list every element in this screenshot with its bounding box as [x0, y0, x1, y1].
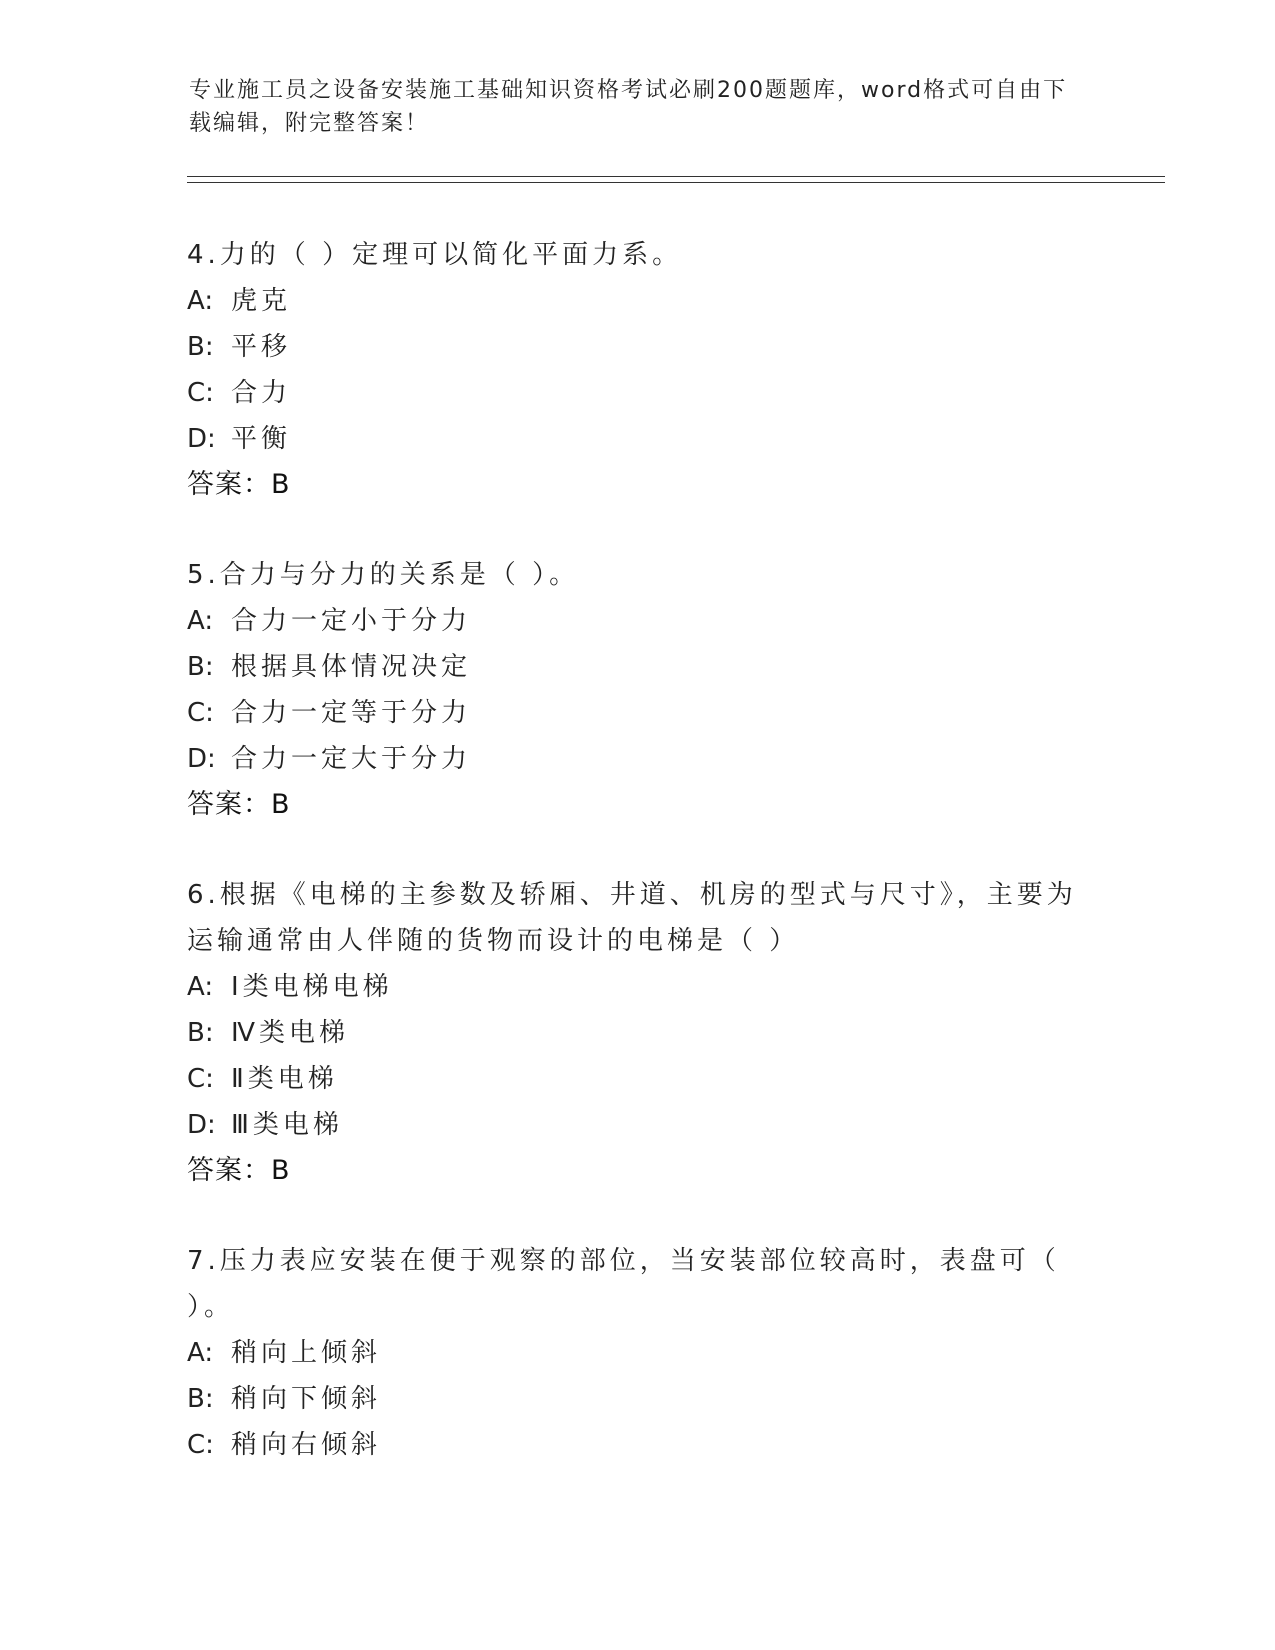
option-key: C:: [187, 698, 214, 728]
option-key: D:: [187, 744, 216, 774]
option-c: [187, 1056, 1087, 1102]
option-d: [187, 1102, 1087, 1148]
option-b: [187, 324, 1087, 370]
option-text: 合力一定等于分力: [231, 698, 472, 728]
option-text: Ⅳ类电梯: [231, 1018, 349, 1048]
answer-label: 答案：B: [187, 789, 291, 820]
option-a: [187, 1330, 1087, 1376]
question-7: [187, 1238, 1087, 1468]
option-key: C:: [187, 1430, 214, 1460]
option-a: [187, 278, 1087, 324]
option-key: D:: [187, 1110, 216, 1140]
option-text: 稍向右倾斜: [231, 1430, 382, 1460]
header-divider-top: [187, 176, 1165, 177]
header-divider-bottom: [187, 182, 1165, 183]
question-stem: 6.根据《电梯的主参数及轿厢、井道、机房的型式与尺寸》，主要为运输通常由人伴随的货物而设计的电梯是（ ）: [187, 880, 1077, 956]
question-6: [187, 872, 1087, 1194]
option-key: B:: [187, 332, 214, 362]
option-text: 合力: [231, 378, 292, 408]
option-b: [187, 644, 1087, 690]
option-text: Ⅱ类电梯: [231, 1064, 338, 1094]
option-a: [187, 598, 1087, 644]
option-text: 平衡: [231, 424, 292, 454]
option-text: Ⅲ类电梯: [231, 1110, 343, 1140]
option-key: C:: [187, 1064, 214, 1094]
document-header: 专业施工员之设备安装施工基础知识资格考试必刷200题题库，word格式可自由下载编辑，附完整答案！: [189, 78, 1068, 136]
option-key: D:: [187, 424, 216, 454]
option-key: A:: [187, 286, 214, 316]
option-text: 稍向上倾斜: [231, 1338, 382, 1368]
question-stem: 7.压力表应安装在便于观察的部位，当安装部位较高时，表盘可（ ）。: [187, 1246, 1060, 1322]
option-d: [187, 736, 1087, 782]
option-key: C:: [187, 378, 214, 408]
option-b: [187, 1010, 1087, 1056]
question-4: [187, 232, 1087, 508]
option-text: Ⅰ类电梯电梯: [231, 972, 393, 1002]
option-key: A:: [187, 1338, 214, 1368]
question-list: [187, 232, 1087, 1512]
option-key: A:: [187, 972, 214, 1002]
option-a: [187, 964, 1087, 1010]
option-text: 合力一定小于分力: [231, 606, 472, 636]
option-key: A:: [187, 606, 214, 636]
option-c: [187, 690, 1087, 736]
option-text: 平移: [231, 332, 292, 362]
question-stem: 4.力的（ ）定理可以简化平面力系。: [187, 240, 683, 270]
option-key: B:: [187, 1384, 214, 1414]
option-key: B:: [187, 652, 214, 682]
option-text: 合力一定大于分力: [231, 744, 472, 774]
option-text: 虎克: [231, 286, 292, 316]
answer-label: 答案：B: [187, 469, 291, 500]
option-text: 稍向下倾斜: [231, 1384, 382, 1414]
question-stem: 5.合力与分力的关系是（ ）。: [187, 560, 580, 590]
option-b: [187, 1376, 1087, 1422]
option-c: [187, 1422, 1087, 1468]
option-key: B:: [187, 1018, 214, 1048]
option-d: [187, 416, 1087, 462]
question-5: [187, 552, 1087, 828]
answer-label: 答案：B: [187, 1155, 291, 1186]
option-c: [187, 370, 1087, 416]
option-text: 根据具体情况决定: [231, 652, 472, 682]
